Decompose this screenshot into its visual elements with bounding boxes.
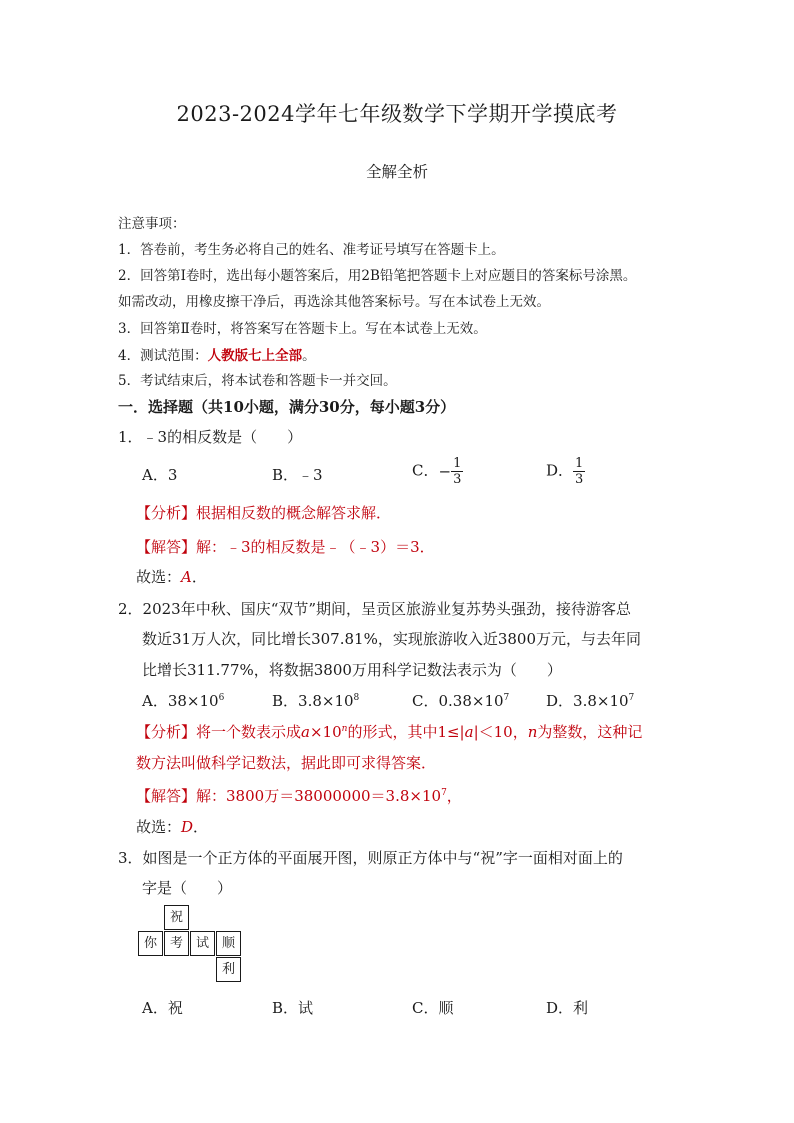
page-title: 2023-2024学年七年级数学下学期开学摸底考 xyxy=(176,102,618,126)
fraction-denominator: 3 xyxy=(453,472,462,487)
option-base: C．0.38×10 xyxy=(412,692,504,710)
notes-heading: 注意事项： xyxy=(118,216,186,232)
q2-option-c xyxy=(412,690,509,711)
q3-stem-line-2: 字是（ ） xyxy=(142,879,233,897)
q2-analysis-line-1 xyxy=(136,721,642,742)
q3-option-d: D．利 xyxy=(546,999,589,1017)
option-base: D．3.8×10 xyxy=(546,692,629,710)
q2-answer xyxy=(136,785,462,806)
q2-stem-line-1: 2．2023年中秋、国庆“双节”期间，呈贡区旅游业复苏势头强劲，接待游客总 xyxy=(118,600,632,618)
answer-tag: 【解答】 xyxy=(136,538,197,556)
var-a: a xyxy=(301,723,310,741)
fraction-numerator: 1 xyxy=(453,456,462,471)
answer-tag: 【解答】 xyxy=(136,787,197,805)
q1-answer xyxy=(136,536,435,557)
option-exponent: 6 xyxy=(218,693,225,703)
q1-option-c-label: C． xyxy=(412,461,439,480)
option-exponent: 7 xyxy=(628,693,635,703)
q1-stem: 1．﹣3的相反数是（ ） xyxy=(118,428,303,446)
net-cell-row-4: 顺 xyxy=(216,931,241,956)
section-heading: 一．选择题（共10小题，满分30分，每小题3分） xyxy=(118,398,456,416)
note-3: 3．回答第Ⅱ卷时，将答案写在答题卡上。写在本试卷上无效。 xyxy=(118,321,487,337)
choice-prefix: 故选： xyxy=(136,818,182,836)
q3-stem-line-1: 3．如图是一个正方体的平面展开图，则原正方体中与“祝”字一面相对面上的 xyxy=(118,849,623,867)
option-exponent: 7 xyxy=(503,693,510,703)
cube-net-figure xyxy=(138,905,242,985)
net-cell-row-1: 你 xyxy=(138,931,163,956)
var-n: n xyxy=(341,724,348,734)
answer-exponent: 7 xyxy=(441,788,447,798)
note-4 xyxy=(118,344,316,364)
q2-stem-line-2: 数近31万人次，同比增长307.81%，实现旅游收入近3800万元，与去年同 xyxy=(142,630,642,648)
q1-option-c xyxy=(412,456,463,487)
note-2a: 2．回答第Ⅰ卷时，选出每小题答案后，用2B铅笔把答题卡上对应题目的答案标号涂黑。 xyxy=(118,268,637,284)
analysis-text: ×10 xyxy=(309,723,342,741)
analysis-text: 将一个数表示成 xyxy=(196,723,302,741)
answer-suffix: ， xyxy=(446,787,462,805)
net-cell-bottom: 利 xyxy=(216,957,241,982)
q1-option-d xyxy=(546,456,585,487)
option-base: A．38×10 xyxy=(142,692,219,710)
choice-letter: A xyxy=(181,568,192,586)
q2-option-a xyxy=(142,690,224,711)
q3-option-a: A．祝 xyxy=(142,999,183,1017)
var-n: n xyxy=(527,723,538,741)
q1-analysis xyxy=(136,502,391,523)
note-5: 5．考试结束后，将本试卷和答题卡一并交回。 xyxy=(118,373,397,389)
net-cell-row-3: 试 xyxy=(190,931,215,956)
q2-choice xyxy=(136,816,208,837)
page-subtitle: 全解全析 xyxy=(365,163,428,181)
answer-text: 解：3800万＝38000000＝3.8×10 xyxy=(196,787,442,805)
q2-option-b xyxy=(272,690,359,711)
q2-option-d xyxy=(546,690,634,711)
option-exponent: 8 xyxy=(353,693,360,703)
net-cell-top: 祝 xyxy=(164,905,189,930)
q1-option-c-fraction xyxy=(451,456,463,487)
analysis-text: |＜10， xyxy=(473,723,528,741)
q1-option-c-sign: − xyxy=(438,462,452,481)
q2-analysis-line-2: 数方法叫做科学记数法，据此即可求得答案． xyxy=(136,754,437,772)
analysis-tag: 【分析】 xyxy=(136,723,197,741)
note-1: 1．答卷前，考生务必将自己的姓名、准考证号填写在答题卡上。 xyxy=(118,242,505,258)
note-4-range: 人教版七上全部 xyxy=(207,348,303,364)
q2-stem-line-3: 比增长311.77%，将数据3800万用科学记数法表示为（ ） xyxy=(142,661,562,679)
q1-option-a: A．3 xyxy=(142,466,178,484)
q1-option-d-fraction xyxy=(573,456,585,487)
net-cell-row-2: 考 xyxy=(164,931,189,956)
fraction-denominator: 3 xyxy=(575,472,584,487)
q3-option-b: B．试 xyxy=(272,999,314,1017)
q1-option-d-label: D． xyxy=(546,461,574,480)
var-a: a xyxy=(464,723,474,741)
q1-choice xyxy=(136,566,207,587)
q1-option-b: B．﹣3 xyxy=(272,466,323,484)
choice-prefix: 故选： xyxy=(136,568,182,586)
choice-suffix: ． xyxy=(193,818,209,836)
note-2b: 如需改动，用橡皮擦干净后，再选涂其他答案标号。写在本试卷上无效。 xyxy=(118,294,550,310)
analysis-text: 为整数，这种记 xyxy=(537,723,643,741)
choice-suffix: ． xyxy=(191,568,207,586)
note-4-prefix: 4．测试范围： xyxy=(118,348,208,364)
choice-letter: D xyxy=(181,818,194,836)
option-base: B．3.8×10 xyxy=(272,692,354,710)
fraction-numerator: 1 xyxy=(575,456,584,471)
analysis-text: 根据相反数的概念解答求解． xyxy=(196,504,392,522)
answer-text: 解：﹣3的相反数是﹣（﹣3）＝3． xyxy=(196,538,435,556)
analysis-tag: 【分析】 xyxy=(136,504,197,522)
analysis-text: 的形式，其中1≤| xyxy=(347,723,465,741)
note-4-suffix: 。 xyxy=(302,348,316,364)
q3-option-c: C．顺 xyxy=(412,999,454,1017)
